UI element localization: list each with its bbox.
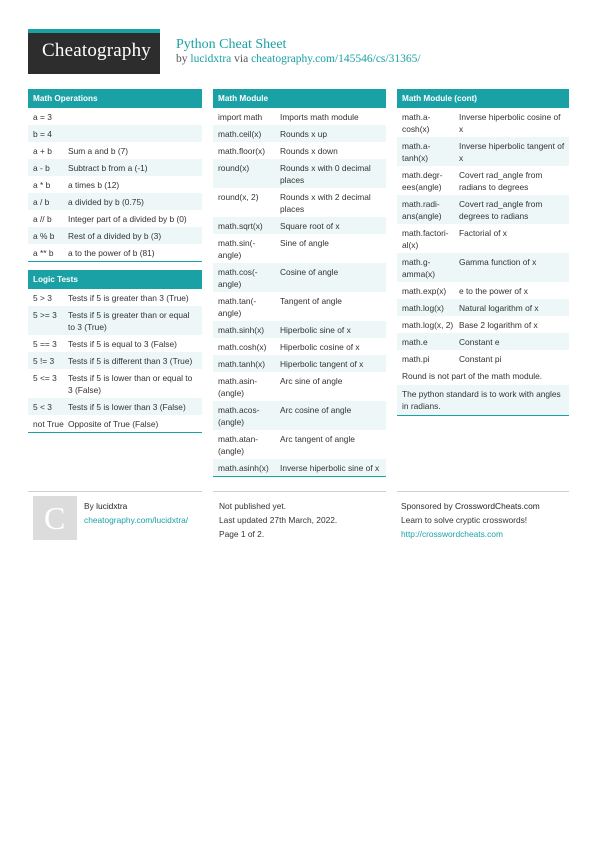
row-key: a / b [33,196,50,207]
row-description: Covert rad_angle from degrees to radians [459,198,543,221]
row-key: math.pi [402,353,430,364]
table-row [213,263,386,292]
row-key: math.log(x) [402,302,444,313]
table-row [28,210,202,227]
row-description: Rest of a divided by b (3) [68,230,162,241]
row-key: math.floor(x) [218,145,266,156]
row-description: Hiperbolic cosine of x [280,341,360,352]
table-row [397,166,569,195]
footer-divider [213,491,386,492]
table-row [213,234,386,263]
table-row [213,401,386,430]
row-description: Rounds x down [280,145,338,156]
row-key: math.sin(-angle) [218,237,256,260]
published-status: Not published yet. [219,501,287,511]
row-key: a ** b [33,247,54,258]
row-description: Hiperbolic sine of x [280,324,351,335]
table-row [397,253,569,282]
row-description: Inverse hiperbolic tangent of x [459,140,565,163]
section-math-module [213,89,386,477]
row-description: Opposite of True (False) [68,418,159,429]
row-key: 5 <= 3 [33,372,57,383]
table-row [213,142,386,159]
table-row [397,333,569,350]
table-row [28,369,202,398]
row-key: math.cosh(x) [218,341,267,352]
table-row [28,244,202,261]
section-title: Math Module (cont) [397,89,569,108]
table-row [28,415,202,432]
byline [176,53,421,65]
logo-text: Cheatography [42,40,151,61]
row-key: math.ceil(x) [218,128,262,139]
footer-by: By [84,501,94,511]
row-key: 5 > 3 [33,292,52,303]
row-description: Tests if 5 is equal to 3 (False) [68,338,177,349]
table-row [397,108,569,137]
row-description: Imports math module [280,111,359,122]
table-row [397,137,569,166]
footer-divider [397,491,569,492]
row-description: Tests if 5 is greater than or equal to 3 (True) [68,309,190,332]
row-description: Arc cosine of angle [280,404,352,415]
row-key: math.cos(-angle) [218,266,258,289]
row-key: math.e [402,336,428,347]
table-row [28,142,202,159]
row-key: math.g-amma(x) [402,256,436,279]
row-key: 5 >= 3 [33,309,57,320]
row-key: a + b [33,145,52,156]
row-description: a divided by b (0.75) [68,196,144,207]
row-description: Square root of x [280,220,340,231]
row-description: Sine of angle [280,237,329,248]
sponsor-tagline: Learn to solve cryptic crosswords! [401,515,528,525]
table-row [28,306,202,335]
row-description: Natural logarithm of x [459,302,539,313]
footer-author [84,499,188,527]
row-key: a % b [33,230,55,241]
note: Round is not part of the math module. [397,367,569,385]
table-row [28,352,202,369]
row-description: Arc sine of angle [280,375,343,386]
row-key: math.asinh(x) [218,462,269,473]
row-description: Rounds x with 2 decimal places [280,191,371,214]
row-description: Covert rad_angle from radians to degrees [459,169,543,192]
row-key: math.radi-ans(angle) [402,198,442,221]
row-description: a to the power of b (81) [68,247,155,258]
row-key: 5 < 3 [33,401,52,412]
row-key: math.acos-(angle) [218,404,260,427]
row-description: Hiperbolic tangent of x [280,358,364,369]
section-math-module-cont [397,89,569,416]
row-key: round(x) [218,162,250,173]
row-key: math.a-cosh(x) [402,111,431,134]
row-description: Tests if 5 is different than 3 (True) [68,355,193,366]
table-row [28,193,202,210]
row-description: Arc tangent of angle [280,433,355,444]
table-row [213,125,386,142]
section-math-operations [28,89,202,262]
table-row [213,430,386,459]
row-key: math.degr-ees(angle) [402,169,443,192]
sheet-url-link[interactable]: cheatography.com/145546/cs/31365/ [251,53,421,65]
table-row [28,289,202,306]
row-description: e to the power of x [459,285,528,296]
footer-status [219,499,337,541]
last-updated: Last updated 27th March, 2022. [219,515,338,525]
row-description: Gamma function of x [459,256,537,267]
table-row [28,398,202,415]
section-title: Math Module [213,89,386,108]
table-row [28,125,202,142]
row-key: not True [33,418,64,429]
table-row [28,176,202,193]
table-row [213,321,386,338]
table-row [213,355,386,372]
table-row [397,195,569,224]
table-row [213,338,386,355]
row-key: math.sinh(x) [218,324,265,335]
column-3 [397,89,569,424]
table-row [213,292,386,321]
row-key: math.sqrt(x) [218,220,263,231]
row-description [68,128,202,140]
sponsored-by: Sponsored by [401,501,453,511]
section-logic-tests [28,270,202,433]
row-description: Subtract b from a (-1) [68,162,148,173]
table-row [28,335,202,352]
table-row [397,350,569,367]
page-title: Python Cheat Sheet [176,37,287,52]
row-description: Rounds x up [280,128,328,139]
table-row [28,108,202,125]
row-description: Tests if 5 is lower than 3 (False) [68,401,186,412]
byline-by: by [176,53,188,65]
table-row [213,188,386,217]
row-key: math.a-tanh(x) [402,140,431,163]
row-description: Tests if 5 is lower than or equal to 3 (False) [68,372,193,395]
sponsor-name[interactable]: CrosswordCheats.com [455,501,540,511]
row-description: Factorial of x [459,227,507,238]
footer-sponsor [401,499,540,541]
row-key: a = 3 [33,111,52,122]
row-key: b = 4 [33,128,52,139]
column-1 [28,89,202,441]
table-row [213,159,386,188]
row-description: Integer part of a divided by b (0) [68,213,187,224]
table-row [28,227,202,244]
row-description: Rounds x with 0 decimal places [280,162,371,185]
sponsor-url[interactable]: http://crosswordcheats.com [401,529,503,539]
table-row [213,108,386,125]
byline-via: via [234,53,249,65]
page-number: Page 1 of 2. [219,529,265,539]
table-row [213,459,386,476]
row-key: import math [218,111,263,122]
row-key: math.tanh(x) [218,358,266,369]
row-key: 5 != 3 [33,355,55,366]
row-key: a * b [33,179,51,190]
row-key: math.asin-(angle) [218,375,258,398]
row-key: round(x, 2) [218,191,259,202]
row-key: math.tan(-angle) [218,295,257,318]
table-row [397,316,569,333]
row-description: Constant pi [459,353,502,364]
row-description [68,111,202,123]
table-row [213,372,386,401]
row-description: Constant e [459,336,500,347]
section-title: Math Operations [28,89,202,108]
row-description: Cosine of angle [280,266,339,277]
row-key: a - b [33,162,50,173]
table-row [397,299,569,316]
footer-divider [28,491,202,492]
row-description: Tests if 5 is greater than 3 (True) [68,292,189,303]
cheatography-logo[interactable] [28,29,160,74]
row-description: Tangent of angle [280,295,342,306]
row-key: math.atan-(angle) [218,433,259,456]
footer-author-name[interactable]: lucidxtra [96,501,128,511]
row-key: 5 == 3 [33,338,57,349]
column-2 [213,89,386,485]
row-description: Inverse hiperbolic sine of x [280,462,380,473]
row-key: math.factori-al(x) [402,227,449,250]
section-title: Logic Tests [28,270,202,289]
author-link[interactable]: lucidxtra [190,53,232,65]
author-avatar[interactable] [33,496,77,540]
row-description: Inverse hiperbolic cosine of x [459,111,561,134]
row-key: math.exp(x) [402,285,447,296]
note: The python standard is to work with angles in radians. [397,385,569,415]
row-description: Sum a and b (7) [68,145,129,156]
row-description: a times b (12) [68,179,120,190]
avatar-initial-icon: C [44,500,66,536]
table-row [397,224,569,253]
table-row [213,217,386,234]
table-row [28,159,202,176]
footer-author-url[interactable]: cheatography.com/lucidxtra/ [84,515,189,525]
table-row [397,282,569,299]
row-description: Base 2 logarithm of x [459,319,538,330]
row-key: math.log(x, 2) [402,319,454,330]
row-key: a // b [33,213,52,224]
